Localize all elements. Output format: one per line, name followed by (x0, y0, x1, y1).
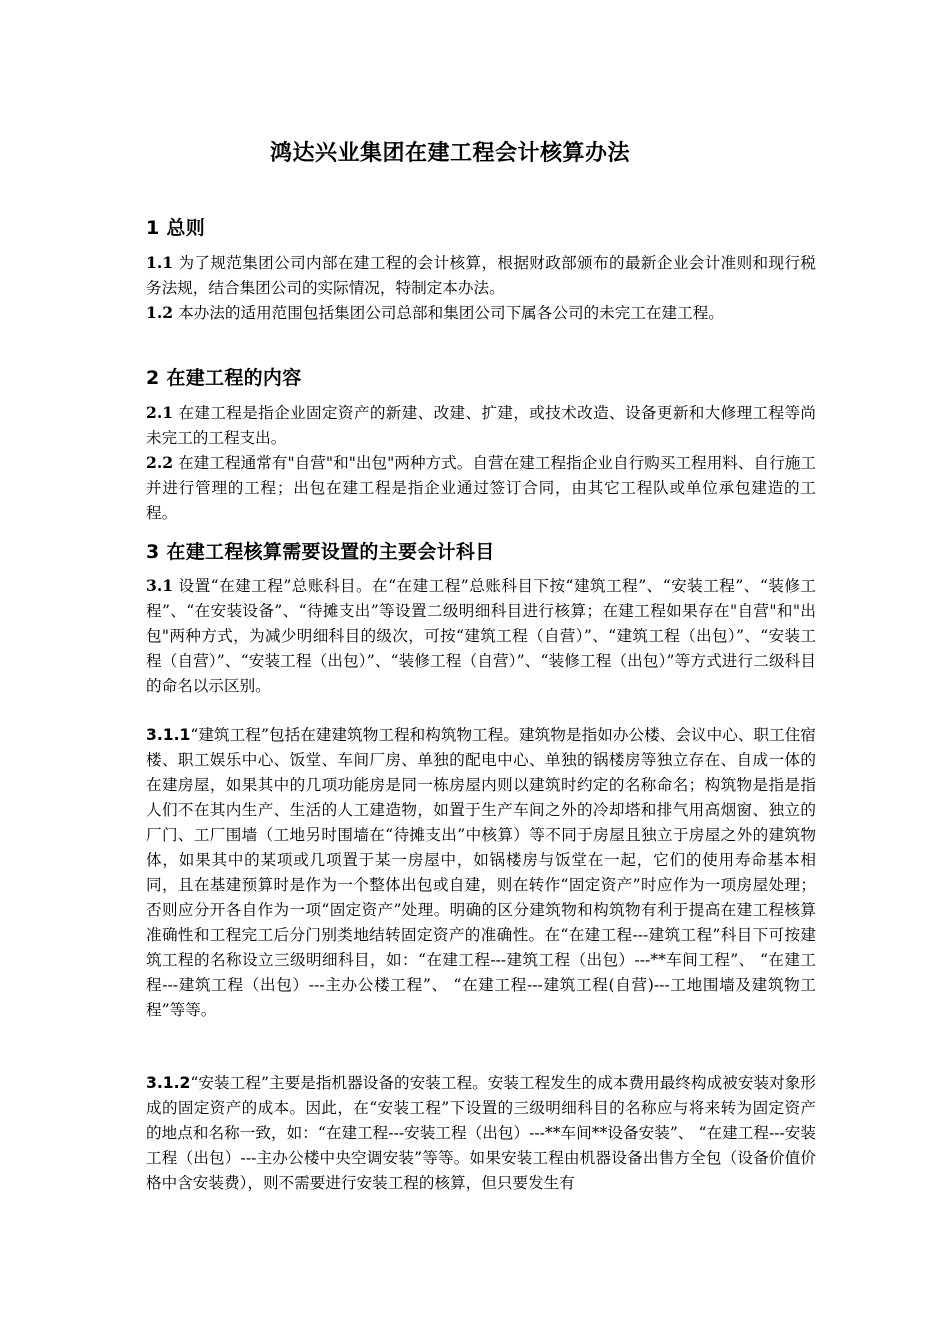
paragraph-number: 1.2 (146, 303, 174, 322)
paragraph-text: 本办法的适用范围包括集团公司总部和集团公司下属各公司的未完工在建工程。 (173, 304, 724, 322)
paragraph-1-1 (146, 250, 816, 301)
paragraph-text: 设置“在建工程”总账科目。在“在建工程”总账科目下按“建筑工程”、“安装工程”、“装修工程”、“在安装设备”、“待摊支出”等设置二级明细科目进行核算；在建工程如果存在"自营"和"出包"两种方式，为减少明细科目的级次，可按“建筑工程（自营）”、“建筑工程（出包）”、“安装工程（自营）”、“安装工程（出包）”、“装修工程（自营）”、“装修工程（出包）”等方式进行二级科目的命名以示区别。 (146, 577, 816, 695)
section-3-heading: 3 在建工程核算需要设置的主要会计科目 (146, 541, 495, 563)
paragraph-text: “建筑工程”包括在建建筑物工程和构筑物工程。建筑物是指如办公楼、会议中心、职工住宿楼、职工娱乐中心、饭堂、车间厂房、单独的配电中心、单独的锅楼房等独立存在、自成一体的在建房屋，如果其中的几项功能房是同一栋房屋内则以建筑时约定的名称命名；构筑物是指是指人们不在其内生产、生活的人工建造物，如置于生产车间之外的冷却塔和排气用高烟窗、独立的厂门、工厂围墙（工地另时围墙在“待摊支出”中核算）等不同于房屋且独立于房屋之外的建筑物体，如果其中的某项或几项置于某一房屋中，如锅楼房与饭堂在一起，它们的使用寿命基本相同，且在基建预算时是作为一个整体出包或自建，则在转作“固定资产”时应作为一项房屋处理；否则应分开各自作为一项“固定资产”处理。明确的区分建筑物和构筑物有利于提高在建工程核算准确性和工程完工后分门别类地结转固定资产的准确性。在“在建工程---建筑工程”科目下可按建筑工程的名称设立三级明细科目，如：“在建工程---建筑工程（出包）---**车间工程”、 “在建工程---建筑工程（出包）---主办公楼工程”、 “在建工程---建筑工程(自营)---工地围墙及建筑物工程”等等。 (146, 726, 816, 1019)
paragraph-1-2 (146, 300, 816, 326)
paragraph-2-2 (146, 450, 816, 526)
paragraph-3-1 (146, 573, 816, 699)
paragraph-number: 3.1.2 (146, 1074, 191, 1092)
paragraph-number: 3.1 (146, 576, 174, 595)
paragraph-text: 在建工程是指企业固定资产的新建、改建、扩建，或技术改造、设备更新和大修理工程等尚未完工的工程支出。 (146, 404, 816, 447)
paragraph-3-1-1 (146, 723, 816, 1023)
paragraph-text: 在建工程通常有"自营"和"出包"两种方式。自营在建工程指企业自行购买工程用料、自行施工并进行管理的工程；出包在建工程是指企业通过签订合同，由其它工程队或单位承包建造的工程。 (146, 454, 816, 522)
section-1-heading: 1 总则 (146, 217, 206, 239)
section-2-heading: 2 在建工程的内容 (146, 367, 302, 389)
paragraph-number: 2.1 (146, 403, 174, 422)
paragraph-3-1-2 (146, 1071, 816, 1196)
paragraph-2-1 (146, 400, 816, 451)
paragraph-text: “安装工程”主要是指机器设备的安装工程。安装工程发生的成本费用最终构成被安装对象形成的固定资产的成本。因此，在“安装工程”下设置的三级明细科目的名称应与将来转为固定资产的地点和名称一致，如：“在建工程---安装工程（出包）---**车间**设备安装”、 “在建工程---安装工程（出包）---主办公楼中央空调安装”等等。如果安装工程由机器设备出售方全包（设备价值价格中含安装费），则不需要进行安装工程的核算，但只要发生有 (146, 1074, 816, 1192)
paragraph-number: 1.1 (146, 253, 174, 272)
paragraph-number: 3.1.1 (146, 726, 191, 744)
paragraph-text: 为了规范集团公司内部在建工程的会计核算，根据财政部颁布的最新企业会计准则和现行税务法规，结合集团公司的实际情况，特制定本办法。 (146, 254, 816, 297)
page-title: 鸿达兴业集团在建工程会计核算办法 (269, 141, 630, 166)
paragraph-number: 2.2 (146, 453, 174, 472)
